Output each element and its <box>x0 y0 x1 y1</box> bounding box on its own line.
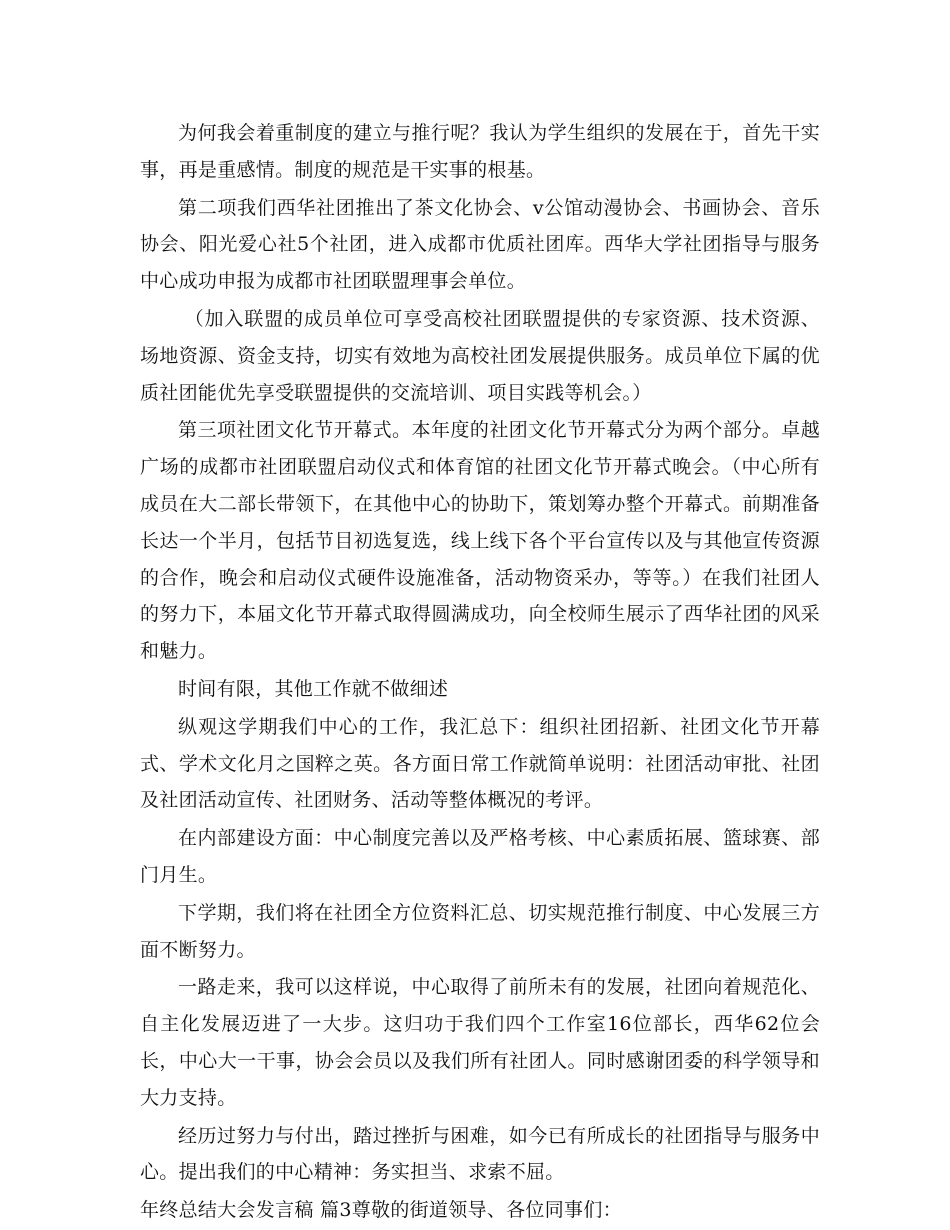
paragraph-thanks: 一路走来，我可以这样说，中心取得了前所未有的发展，社团向着规范化、自主化发展迈进了一大步。这归功于我们四个工作室16位部长，西华62位会长，中心大一干事，协会会员以及我们所有社团人。同时感谢团委的科学领导和大力支持。 <box>140 976 820 1109</box>
paragraph-item-two: 第二项我们西华社团推出了茶文化协会、v公馆动漫协会、书画协会、音乐协会、阳光爱心社5个社团，进入成都市优质社团库。西华大学社团指导与服务中心成功申报为成都市社团联盟理事会单位。 <box>140 196 820 293</box>
paragraph-semester-summary: 纵观这学期我们中心的工作，我汇总下：组织社团招新、社团文化节开幕式、学术文化月之国粹之英。各方面日常工作就简单说明：社团活动审批、社团及社团活动宣传、社团财务、活动等整体概况的考评。 <box>140 715 820 812</box>
paragraph-system-importance: 为何我会着重制度的建立与推行呢？我认为学生组织的发展在于，首先干实事，再是重感情。制度的规范是干实事的根基。 <box>140 122 820 181</box>
document-body <box>140 115 820 1230</box>
paragraph-next-speech-heading: 年终总结大会发言稿 篇3尊敬的街道领导、各位同事们： <box>140 1199 622 1222</box>
paragraph-alliance-note: （加入联盟的成员单位可享受高校社团联盟提供的专家资源、技术资源、场地资源、资金支持，切实有效地为高校社团发展提供服务。成员单位下属的优质社团能优先享受联盟提供的交流培训、项目实践等机会。） <box>140 307 820 404</box>
paragraph-center-spirit: 经历过努力与付出，踏过挫折与困难，如今已有所成长的社团指导与服务中心。提出我们的中心精神：务实担当、求索不屈。 <box>140 1124 820 1184</box>
paragraph-next-semester: 下学期，我们将在社团全方位资料汇总、切实规范推行制度、中心发展三方面不断努力。 <box>140 901 820 961</box>
paragraph-internal-building: 在内部建设方面：中心制度完善以及严格考核、中心素质拓展、篮球赛、部门月生。 <box>140 827 820 886</box>
paragraph-time-limited: 时间有限，其他工作就不做细述 <box>178 677 449 700</box>
paragraph-item-three: 第三项社团文化节开幕式。本年度的社团文化节开幕式分为两个部分。卓越广场的成都市社团联盟启动仪式和体育馆的社团文化节开幕式晚会。（中心所有成员在大二部长带领下，在其他中心的协助下，策划筹办整个开幕式。前期准备长达一个半月，包括节目初选复选，线上线下各个平台宣传以及与其他宣传资源的合作，晚会和启动仪式硬件设施准备，活动物资采办，等等。）在我们社团人的努力下，本届文化节开幕式取得圆满成功，向全校师生展示了西华社团的风采和魅力。 <box>140 419 820 663</box>
